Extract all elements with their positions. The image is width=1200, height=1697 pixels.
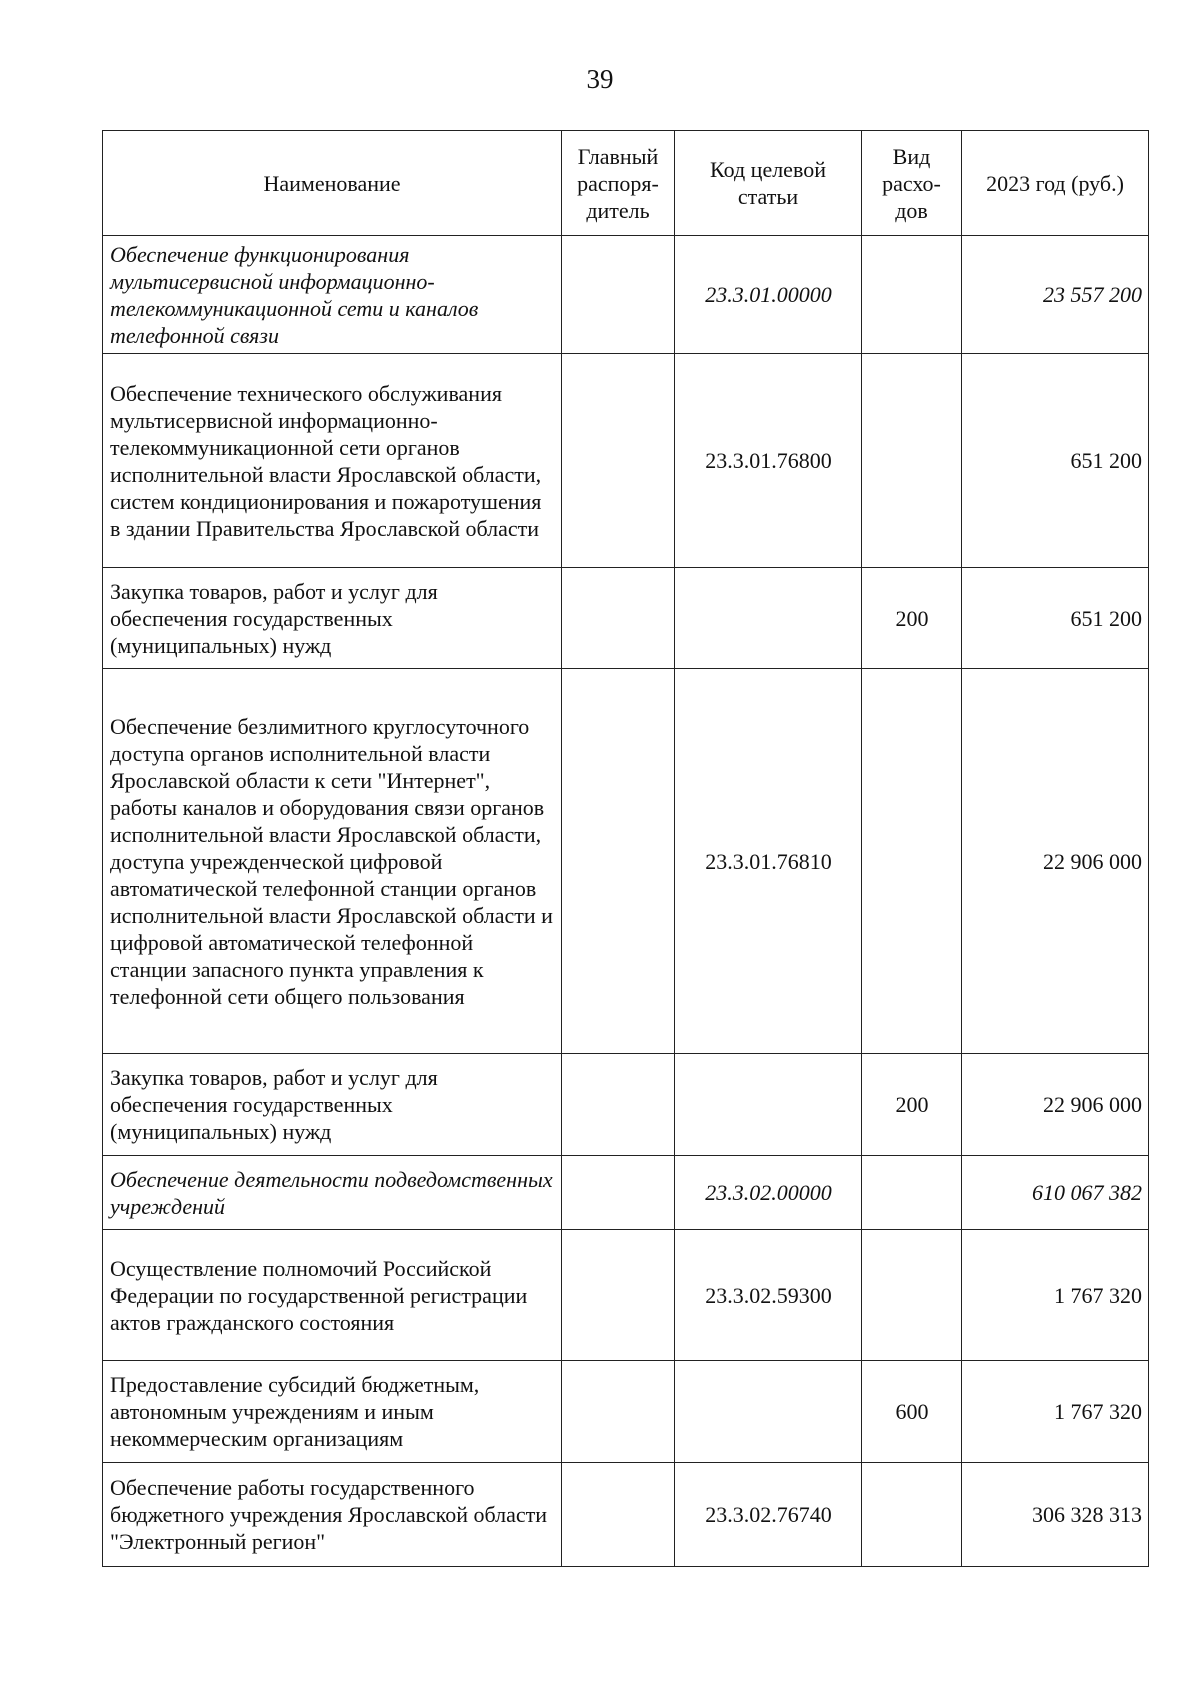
row-amount: 22 906 000: [962, 1054, 1149, 1156]
row-amount: 22 906 000: [962, 669, 1149, 1054]
row-kind: 200: [862, 1054, 962, 1156]
table-row: [103, 354, 1149, 568]
row-kind: [862, 354, 962, 568]
row-name: Обеспечение технического обслуживания мультисервисной информационно-телекоммуникационной сети органов исполнительной власти Ярославской области, систем кондиционирования и пожаротушения в здании Правительства Ярославской области: [103, 354, 562, 568]
row-kind: 600: [862, 1361, 962, 1463]
row-kind: [862, 669, 962, 1054]
row-amount: 1 767 320: [962, 1361, 1149, 1463]
header-amount: 2023 год (руб.): [962, 131, 1149, 236]
row-kind: [862, 1230, 962, 1361]
row-manager: [562, 1054, 675, 1156]
row-manager: [562, 354, 675, 568]
row-kind: [862, 1156, 962, 1230]
row-manager: [562, 568, 675, 669]
table-row: [103, 1054, 1149, 1156]
table-row: [103, 1156, 1149, 1230]
header-name: Наименование: [103, 131, 562, 236]
row-name: Обеспечение работы государственного бюджетного учреждения Ярославской области "Электронный регион": [103, 1463, 562, 1567]
row-code: 23.3.02.76740: [675, 1463, 862, 1567]
row-kind: [862, 1463, 962, 1567]
row-name: Закупка товаров, работ и услуг для обеспечения государственных (муниципальных) нужд: [103, 568, 562, 669]
row-code: 23.3.01.76810: [675, 669, 862, 1054]
row-code: 23.3.01.76800: [675, 354, 862, 568]
row-amount: 651 200: [962, 354, 1149, 568]
row-manager: [562, 1230, 675, 1361]
header-code: Код целевой статьи: [675, 131, 862, 236]
page-number: 39: [586, 64, 614, 94]
budget-table: [102, 130, 1149, 1567]
row-name: Обеспечение безлимитного круглосуточного доступа органов исполнительной власти Ярославской области к сети "Интернет", работы каналов и оборудования связи органов исполнительной власти Ярославской области, доступа учрежденческой цифровой автоматической телефонной станции органов исполнительной власти Ярославской области и цифровой автоматической телефонной станции запасного пункта управления к телефонной сети общего пользования: [103, 669, 562, 1054]
row-code: 23.3.02.00000: [675, 1156, 862, 1230]
row-code: 23.3.01.00000: [675, 236, 862, 354]
row-name: Обеспечение деятельности подведомственных учреждений: [103, 1156, 562, 1230]
table-row: [103, 568, 1149, 669]
row-code: [675, 568, 862, 669]
row-amount: 1 767 320: [962, 1230, 1149, 1361]
table-header-row: [103, 131, 1149, 236]
row-manager: [562, 1156, 675, 1230]
table-row: [103, 1361, 1149, 1463]
row-amount: 306 328 313: [962, 1463, 1149, 1567]
row-name: Закупка товаров, работ и услуг для обеспечения государственных (муниципальных) нужд: [103, 1054, 562, 1156]
table-row: [103, 236, 1149, 354]
row-kind: 200: [862, 568, 962, 669]
row-name: Предоставление субсидий бюджетным, автономным учреждениям и иным некоммерческим организациям: [103, 1361, 562, 1463]
row-code: [675, 1361, 862, 1463]
row-manager: [562, 236, 675, 354]
header-manager: Главный распоря-дитель: [562, 131, 675, 236]
row-manager: [562, 669, 675, 1054]
row-manager: [562, 1463, 675, 1567]
row-code: 23.3.02.59300: [675, 1230, 862, 1361]
row-amount: 610 067 382: [962, 1156, 1149, 1230]
table-row: [103, 669, 1149, 1054]
table-row: [103, 1230, 1149, 1361]
header-kind: Вид расхо-дов: [862, 131, 962, 236]
row-name: Осуществление полномочий Российской Федерации по государственной регистрации актов гражданского состояния: [103, 1230, 562, 1361]
row-kind: [862, 236, 962, 354]
row-amount: 651 200: [962, 568, 1149, 669]
row-name: Обеспечение функционирования мультисервисной информационно-телекоммуникационной сети и каналов телефонной связи: [103, 236, 562, 354]
table-row: [103, 1463, 1149, 1567]
row-manager: [562, 1361, 675, 1463]
row-amount: 23 557 200: [962, 236, 1149, 354]
row-code: [675, 1054, 862, 1156]
